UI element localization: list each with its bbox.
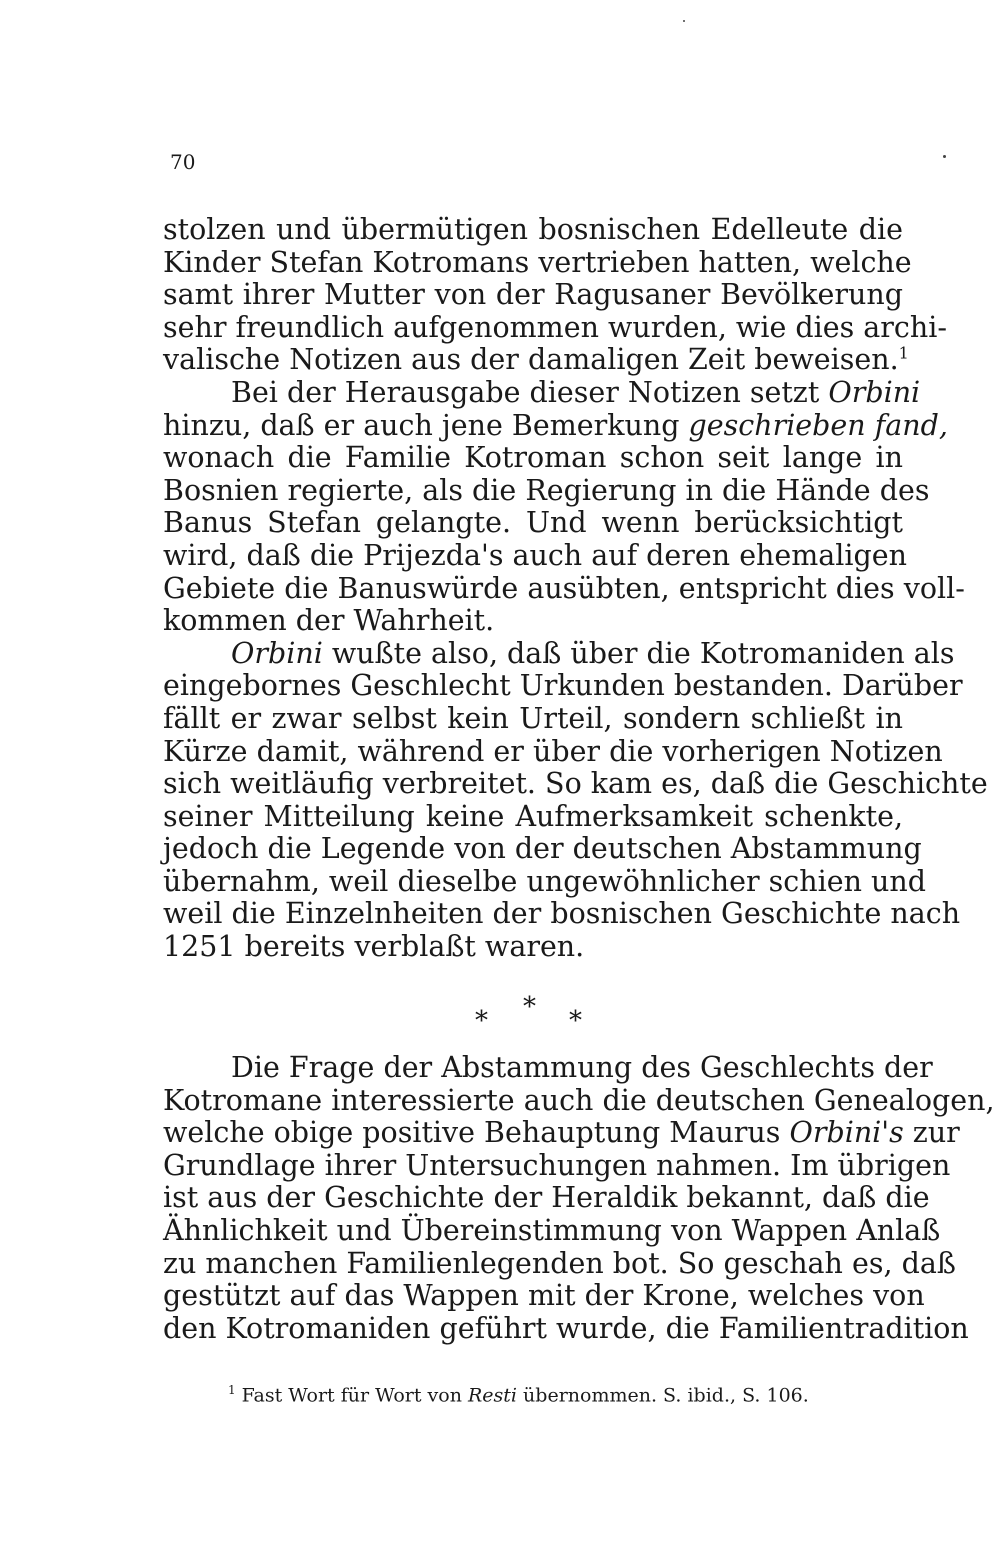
text-line: Kürze damit, während er über die vorherigen Notizen <box>163 734 943 768</box>
section-separator <box>470 992 590 1036</box>
asterisk: * <box>523 992 536 1022</box>
main-text-block-2 <box>163 1051 995 1345</box>
text-line: Grundlage ihrer Untersuchungen nahmen. Im übrigen <box>163 1148 951 1182</box>
page-number: 70 <box>170 150 196 174</box>
dust-speck <box>683 20 685 22</box>
text-line: hinzu, daß er auch jene Bemerkung geschrieben fand, <box>163 408 948 442</box>
text-line: gestützt auf das Wappen mit der Krone, welches von <box>163 1279 925 1313</box>
text-line: den Kotromaniden geführt wurde, die Familientradition <box>163 1311 969 1345</box>
text-line: übernahm, weil dieselbe ungewöhnlicher schien und <box>163 864 926 898</box>
main-text-block <box>163 213 988 964</box>
asterisk: * <box>569 1006 582 1036</box>
text-line: weil die Einzelnheiten der bosnischen Geschichte nach <box>163 897 961 931</box>
footnote-mark: 1 <box>228 1383 236 1397</box>
text-line: eingebornes Geschlecht Urkunden bestanden. Darüber <box>163 669 963 703</box>
text-line: welche obige positive Behauptung Maurus Orbini's zur <box>163 1116 960 1150</box>
dust-speck <box>943 155 946 158</box>
footnote-reference: 1 <box>898 343 909 363</box>
text-line: fällt er zwar selbst kein Urteil, sondern schließt in <box>163 701 903 735</box>
text-line: Die Frage der Abstammung des Geschlechts der <box>231 1051 933 1084</box>
text-line: sich weitläufig verbreitet. So kam es, daß die Geschichte <box>163 767 988 801</box>
text-line: Kotromane interessierte auch die deutschen Genealogen, <box>163 1083 995 1117</box>
footnote: $^1$ Fast Wort für Wort von Resti übernommen. S. ibid., S. 106. <box>228 1383 809 1407</box>
asterisk: * <box>475 1006 488 1036</box>
text-line: stolzen und übermütigen bosnischen Edelleute die <box>163 213 903 246</box>
text-line: Ähnlichkeit und Übereinstimmung von Wappen Anlaß <box>163 1213 941 1247</box>
text-line: 1251 bereits verblaßt waren. <box>163 930 585 964</box>
text-line: valische Notizen aus der damaligen Zeit beweisen.$^1$ <box>163 343 909 377</box>
text-line: wonach die Familie Kotroman schon seit lange in <box>163 441 903 475</box>
text-line: jedoch die Legende von der deutschen Abstammung <box>163 832 922 866</box>
text-line: Bei der Herausgabe dieser Notizen setzt Orbini <box>231 375 921 409</box>
text-line: zu manchen Familienlegenden bot. So geschah es, daß <box>163 1246 956 1280</box>
text-line: kommen der Wahrheit. <box>163 604 495 638</box>
text-line: Kinder Stefan Kotromans vertrieben hatten, welche <box>163 245 912 279</box>
text-line: seiner Mitteilung keine Aufmerksamkeit schenkte, <box>163 799 903 833</box>
text-line: Bosnien regierte, als die Regierung in die Hände des <box>163 473 930 507</box>
text-line: Gebiete die Banuswürde ausübten, entspricht dies voll- <box>163 571 965 605</box>
text-line: sehr freundlich aufgenommen wurden, wie dies archi- <box>163 310 947 344</box>
text-line: Banus Stefan gelangte. Und wenn berücksichtigt <box>163 506 903 540</box>
text-line: wird, daß die Prijezda's auch auf deren ehemaligen <box>163 538 907 572</box>
text-line: ist aus der Geschichte der Heraldik bekannt, daß die <box>163 1181 930 1215</box>
text-line: samt ihrer Mutter von der Ragusaner Bevölkerung <box>163 278 903 312</box>
text-line: Orbini wußte also, daß über die Kotromaniden als <box>231 636 955 670</box>
